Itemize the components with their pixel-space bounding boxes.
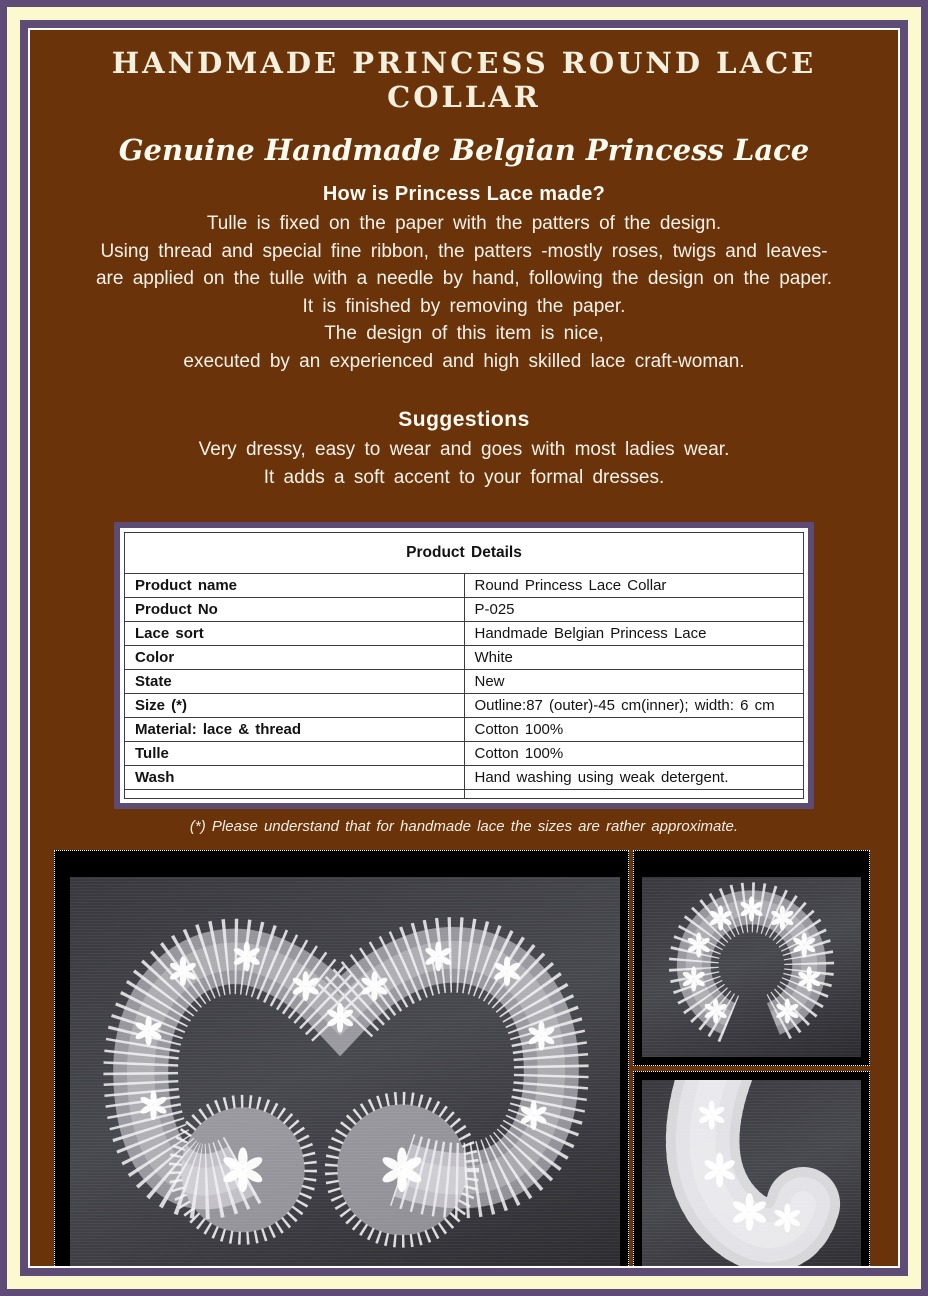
row-label: Wash bbox=[125, 766, 465, 790]
row-label: Color bbox=[125, 646, 465, 670]
page-subtitle: Genuine Handmade Belgian Princess Lace bbox=[118, 133, 810, 167]
row-value: Hand washing using weak detergent. bbox=[464, 766, 804, 790]
intro-line: executed by an experienced and high skilled lace craft-woman. bbox=[183, 350, 745, 372]
photo-collar-ring bbox=[633, 850, 870, 1066]
photo-collar-end-closeup bbox=[633, 1071, 870, 1268]
row-label: Size (*) bbox=[125, 694, 465, 718]
lace-collar-ring-graphic bbox=[642, 877, 861, 1057]
row-label: Material: lace & thread bbox=[125, 718, 465, 742]
intro-line: It is finished by removing the paper. bbox=[302, 295, 626, 317]
listing-content bbox=[28, 28, 900, 1268]
page-title: HANDMADE PRINCESS ROUND LACE COLLAR bbox=[111, 46, 817, 114]
row-label: Tulle bbox=[125, 742, 465, 766]
row-label: Product No bbox=[125, 598, 465, 622]
table-row bbox=[125, 766, 804, 790]
table-row bbox=[125, 622, 804, 646]
photo-side-column bbox=[633, 850, 870, 1268]
row-label: Lace sort bbox=[125, 622, 465, 646]
intro-line: are applied on the tulle with a needle by hand, following the design on the paper. bbox=[95, 268, 833, 289]
table-header: Product Details bbox=[125, 533, 804, 574]
row-value: Outline:87 (outer)-45 cm(inner); width: 6 cm bbox=[464, 694, 804, 718]
row-label: Product name bbox=[125, 574, 465, 598]
table-row bbox=[125, 670, 804, 694]
photo-background bbox=[642, 877, 861, 1057]
table-row bbox=[125, 646, 804, 670]
lace-collar-flat-graphic bbox=[70, 877, 620, 1268]
row-value: New bbox=[464, 670, 804, 694]
product-details-frame bbox=[114, 522, 814, 809]
table-row bbox=[125, 598, 804, 622]
table-row bbox=[125, 718, 804, 742]
intro-line: The design of this item is nice, bbox=[324, 323, 604, 344]
table-spacer-row bbox=[125, 790, 804, 799]
row-label: State bbox=[125, 670, 465, 694]
row-value: Round Princess Lace Collar bbox=[464, 574, 804, 598]
table-header-row bbox=[125, 533, 804, 574]
table-row bbox=[125, 574, 804, 598]
intro-heading: How is Princess Lace made? bbox=[322, 183, 606, 205]
table-row bbox=[125, 742, 804, 766]
row-value: White bbox=[464, 646, 804, 670]
row-value: P-025 bbox=[464, 598, 804, 622]
photo-background bbox=[70, 877, 620, 1268]
row-value: Cotton 100% bbox=[464, 718, 804, 742]
photo-background bbox=[642, 1080, 861, 1268]
table-row bbox=[125, 694, 804, 718]
inner-purple-border bbox=[20, 20, 908, 1276]
cream-border bbox=[7, 7, 921, 1289]
intro-line: Tulle is fixed on the paper with the patters of the design. bbox=[206, 213, 722, 234]
product-photos bbox=[54, 850, 874, 1268]
row-value: Handmade Belgian Princess Lace bbox=[464, 622, 804, 646]
product-details-table bbox=[124, 532, 804, 799]
row-value: Cotton 100% bbox=[464, 742, 804, 766]
suggestions-heading: Suggestions bbox=[398, 408, 530, 431]
lace-collar-end-graphic bbox=[642, 1080, 861, 1268]
suggestion-line: Very dressy, easy to wear and goes with most ladies wear. bbox=[198, 439, 730, 460]
photo-collar-flat bbox=[54, 850, 629, 1268]
suggestion-line: It adds a soft accent to your formal dresses. bbox=[263, 466, 665, 488]
size-footnote: (*) Please understand that for handmade lace the sizes are rather approximate. bbox=[189, 818, 739, 835]
intro-line: Using thread and special fine ribbon, the patters -mostly roses, twigs and leaves- bbox=[100, 240, 828, 262]
